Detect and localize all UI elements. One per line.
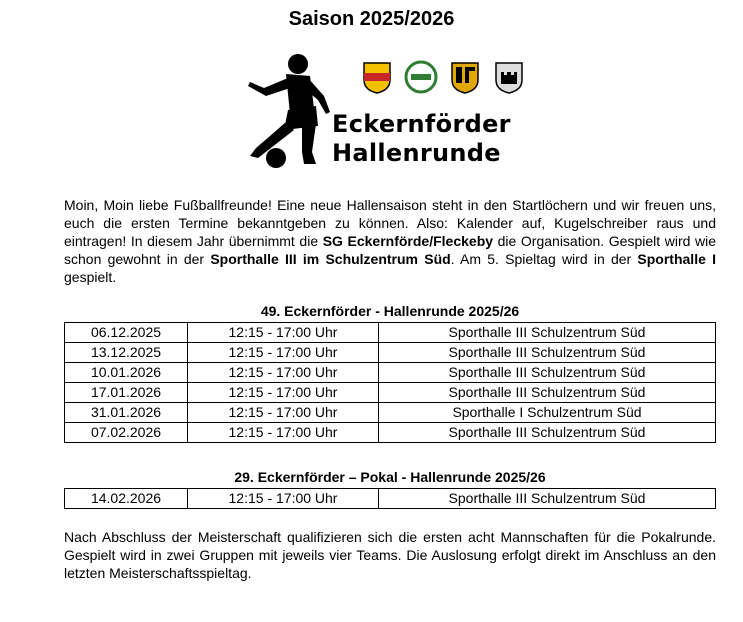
venue-cell: Sporthalle III Schulzentrum Süd	[379, 489, 716, 509]
table-row	[65, 363, 716, 383]
venue-cell: Sporthalle III Schulzentrum Süd	[379, 343, 716, 363]
time-cell: 12:15 - 17:00 Uhr	[188, 489, 379, 509]
date-cell: 17.01.2026	[65, 383, 188, 403]
time-cell: 12:15 - 17:00 Uhr	[188, 403, 379, 423]
page-title: Saison 2025/2026	[288, 8, 455, 30]
venue-cell: Sporthalle III Schulzentrum Süd	[379, 323, 716, 343]
date-cell: 31.01.2026	[65, 403, 188, 423]
organizer-name: SG Eckernförde/Fleckeby	[322, 233, 494, 249]
time-cell: 12:15 - 17:00 Uhr	[188, 343, 379, 363]
table-row	[65, 489, 716, 509]
venue-name: Sporthalle III im Schulzentrum Süd	[210, 251, 451, 267]
table-row	[65, 343, 716, 363]
schedule-table	[64, 322, 716, 443]
hallenrunde-logo	[236, 52, 546, 170]
club-crest-1964-icon	[360, 60, 394, 94]
venue-name-alt: Sporthalle I	[637, 251, 716, 267]
club-crest-green-icon	[404, 60, 438, 94]
intro-paragraph: Moin, Moin liebe Fußballfreunde! Eine neue Hallensaison steht in den Startlöchern und wir freuen uns, euch die ersten Termine bekanntgeben zu können. Also: Kalender auf, Kugelschreiber raus und eintragen! In diesem Jahr übernimmt die SG Eckernförde/Fleckeby die Organisation. Gespielt wird wie schon gewohnt in der Sporthalle III im Schulzentrum Süd. Am 5. Spieltag wird in der Sporthalle I gespielt.	[64, 197, 716, 285]
date-cell: 07.02.2026	[65, 423, 188, 443]
venue-cell: Sporthalle III Schulzentrum Süd	[379, 423, 716, 443]
date-cell: 06.12.2025	[65, 323, 188, 343]
brand-line-1: Eckernförder	[332, 110, 511, 138]
schedule-title: 49. Eckernförder - Hallenrunde 2025/26	[260, 303, 520, 319]
date-cell: 14.02.2026	[65, 489, 188, 509]
table-row	[65, 423, 716, 443]
table-row	[65, 323, 716, 343]
club-crest-castle-icon	[492, 60, 526, 94]
date-cell: 10.01.2026	[65, 363, 188, 383]
date-cell: 13.12.2025	[65, 343, 188, 363]
venue-cell: Sporthalle III Schulzentrum Süd	[379, 383, 716, 403]
venue-cell: Sporthalle I Schulzentrum Süd	[379, 403, 716, 423]
soccer-player-icon	[236, 52, 336, 170]
cup-table	[64, 488, 716, 509]
time-cell: 12:15 - 17:00 Uhr	[188, 383, 379, 403]
outro-paragraph: Nach Abschluss der Meisterschaft qualifizieren sich die ersten acht Mannschaften für die Pokalrunde. Gespielt wird in zwei Gruppen mit jeweils vier Teams. Die Auslosung erfolgt direkt im Anschluss an den letzten Meisterschaftsspieltag.	[64, 529, 716, 581]
table-row	[65, 403, 716, 423]
club-crest-if-icon	[448, 60, 482, 94]
venue-cell: Sporthalle III Schulzentrum Süd	[379, 363, 716, 383]
brand-line-2: Hallenrunde	[332, 139, 501, 167]
time-cell: 12:15 - 17:00 Uhr	[188, 423, 379, 443]
time-cell: 12:15 - 17:00 Uhr	[188, 323, 379, 343]
table-row	[65, 383, 716, 403]
cup-title: 29. Eckernförder – Pokal - Hallenrunde 2025/26	[234, 469, 546, 485]
time-cell: 12:15 - 17:00 Uhr	[188, 363, 379, 383]
